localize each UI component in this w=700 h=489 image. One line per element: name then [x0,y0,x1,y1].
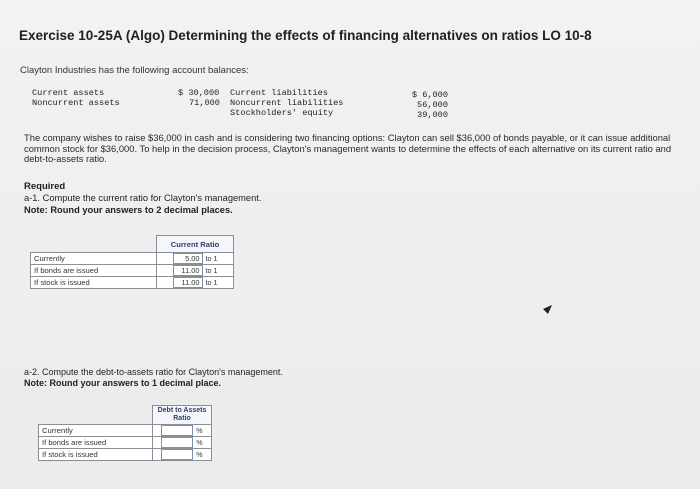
table-row [39,437,212,449]
debt-assets-bonds-input[interactable] [161,437,193,448]
ratio-suffix: to 1 [205,254,218,263]
requirement-a2: a-2. Compute the debt-to-assets ratio for Clayton's management. [24,367,283,377]
table-row [31,253,234,265]
current-ratio-stock-input[interactable]: 11.00 [173,277,203,288]
table-row [39,449,212,461]
current-ratio-currently-input[interactable]: 5.00 [173,253,203,264]
requirement-a2-note: Note: Round your answers to 1 decimal place. [24,378,222,388]
balance-label-noncurrent-assets: Noncurrent assets [32,98,120,108]
mouse-cursor-icon [543,305,553,315]
ratio-suffix: to 1 [205,266,218,275]
balance-value-stockholders-equity: 39,000 [417,110,448,120]
balance-value-noncurrent-assets: 71,000 [189,98,220,108]
balance-value-current-assets: $ 30,000 [178,88,220,98]
balance-value-current-liabilities: $ 6,000 [411,90,448,100]
row-label-currently: Currently [39,425,153,437]
required-heading: Required [24,181,66,192]
balance-label-current-assets: Current assets [32,88,105,98]
row-label-bonds: If bonds are issued [39,437,153,449]
percent-suffix: % [196,449,203,459]
row-label-stock: If stock is issued [39,449,153,461]
debt-assets-currently-input[interactable] [161,425,193,436]
debt-to-assets-table [38,405,212,461]
exercise-title: Exercise 10-25A (Algo) Determining the effects of financing alternatives on ratios LO 10-8 [19,28,592,43]
current-ratio-bonds-input[interactable]: 11.00 [173,265,203,276]
current-ratio-header: Current Ratio [157,236,234,253]
table-row [31,265,234,277]
percent-suffix: % [196,437,203,447]
ratio-suffix: to 1 [205,278,218,287]
balance-label-stockholders-equity: Stockholders' equity [230,108,334,118]
intro-text: Clayton Industries has the following account balances: [20,65,249,76]
table-row [31,277,234,289]
debt-to-assets-header: Debt to Assets Ratio [153,406,212,425]
current-ratio-table [30,235,234,289]
table-row [39,425,212,437]
balance-label-current-liabilities: Current liabilities [230,88,328,98]
row-label-stock: If stock is issued [31,277,157,289]
row-label-bonds: If bonds are issued [31,265,157,277]
row-label-currently: Currently [31,253,157,265]
problem-paragraph: The company wishes to raise $36,000 in cash and is considering two financing options: Clayton can sell $36,000 of bonds payable, or it can issue additional common stock for $36,000. To help in the decision process, Clayton's management wants to determine the effects of each alternative on its current ratio and debt-to-assets ratio. [24,132,672,165]
debt-assets-stock-input[interactable] [161,449,193,460]
requirement-a1: a-1. Compute the current ratio for Clayton's management. [24,193,262,203]
requirement-a1-note: Note: Round your answers to 2 decimal places. [24,205,233,215]
balance-value-noncurrent-liabilities: 56,000 [417,100,448,110]
percent-suffix: % [196,425,203,435]
balance-label-noncurrent-liabilities: Noncurrent liabilities [230,98,344,108]
